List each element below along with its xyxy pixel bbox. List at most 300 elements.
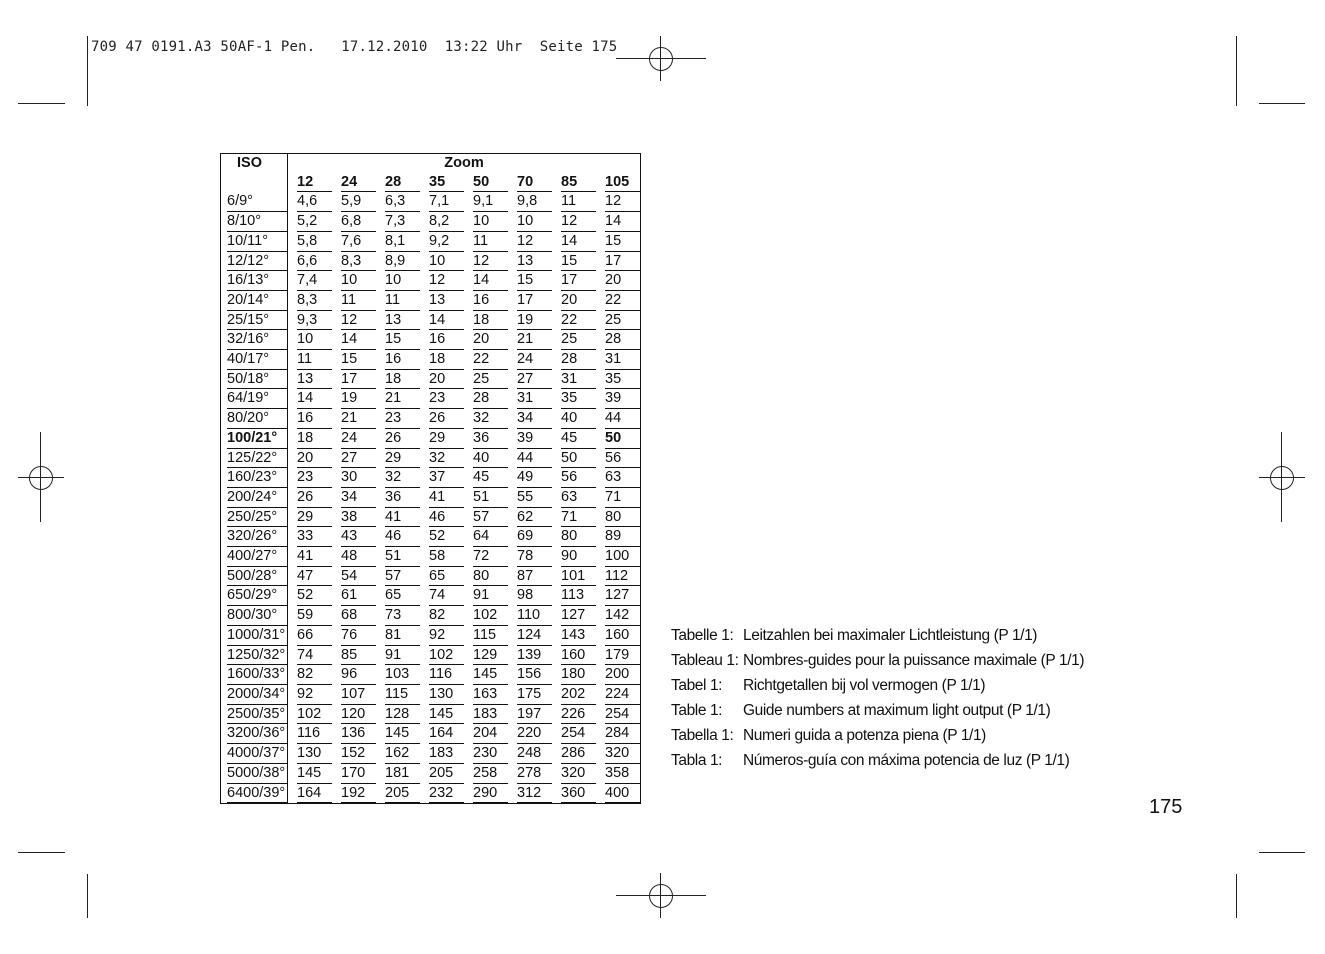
guide-number-value: 46 [385, 527, 420, 547]
guide-number-cell [332, 665, 376, 685]
zoom-value-label: 12 [297, 173, 332, 193]
crop-mark [18, 852, 65, 853]
guide-number-value: 92 [297, 685, 332, 705]
guide-number-cell [332, 646, 376, 666]
guide-number-cell [596, 665, 641, 685]
guide-number-value: 59 [297, 606, 332, 626]
guide-number-value: 80 [561, 527, 596, 547]
guide-number-value: 10 [473, 212, 508, 232]
guide-number-value: 40 [561, 409, 596, 429]
guide-number-value: 15 [561, 252, 596, 272]
guide-number-cell [508, 724, 552, 744]
guide-number-value: 12 [341, 311, 376, 331]
guide-number-value: 26 [297, 488, 332, 508]
guide-number-value: 102 [473, 606, 508, 626]
guide-number-cell [464, 547, 508, 567]
iso-value: 50/18° [227, 370, 287, 390]
guide-number-value: 183 [473, 705, 508, 725]
guide-number-value: 113 [561, 586, 596, 606]
guide-number-value: 89 [605, 527, 640, 547]
guide-number-value: 18 [385, 370, 420, 390]
guide-number-value: 145 [473, 665, 508, 685]
iso-cell [221, 212, 288, 232]
iso-header: ISO [221, 154, 288, 193]
table-row [221, 409, 641, 429]
guide-number-value: 21 [341, 409, 376, 429]
guide-number-cell [552, 232, 596, 252]
guide-number-cell [376, 429, 420, 449]
guide-number-value: 358 [605, 764, 640, 784]
iso-value: 40/17° [227, 350, 287, 370]
guide-number-cell [552, 192, 596, 212]
guide-number-value: 11 [297, 350, 332, 370]
guide-number-value: 61 [341, 586, 376, 606]
table-row [221, 232, 641, 252]
iso-value: 1600/33° [227, 665, 287, 685]
table-row [221, 586, 641, 606]
iso-value: 5000/38° [227, 764, 287, 784]
guide-number-value: 102 [297, 705, 332, 725]
guide-number-value: 27 [517, 370, 552, 390]
guide-number-cell [332, 626, 376, 646]
guide-number-value: 320 [605, 744, 640, 764]
zoom-value-label: 35 [429, 173, 464, 193]
guide-number-cell [596, 350, 641, 370]
guide-number-value: 224 [605, 685, 640, 705]
guide-number-cell [596, 311, 641, 331]
guide-number-cell [376, 192, 420, 212]
guide-number-cell [332, 606, 376, 626]
guide-number-cell [464, 271, 508, 291]
guide-number-cell [508, 370, 552, 390]
guide-number-value: 128 [385, 705, 420, 725]
guide-number-cell [552, 586, 596, 606]
guide-number-cell [420, 271, 464, 291]
guide-number-value: 200 [605, 665, 640, 685]
guide-number-cell [376, 468, 420, 488]
guide-number-value: 220 [517, 724, 552, 744]
guide-number-value: 5,8 [297, 232, 332, 252]
guide-number-value: 17 [341, 370, 376, 390]
guide-number-cell [596, 626, 641, 646]
guide-number-cell [552, 468, 596, 488]
caption-line [671, 698, 1084, 723]
iso-cell [221, 586, 288, 606]
guide-number-value: 11 [561, 192, 596, 212]
guide-number-value: 10 [341, 271, 376, 291]
guide-number-cell [552, 646, 596, 666]
guide-number-value: 80 [473, 567, 508, 587]
guide-number-cell [464, 330, 508, 350]
iso-cell [221, 488, 288, 508]
guide-number-value: 205 [429, 764, 464, 784]
guide-number-value: 7,6 [341, 232, 376, 252]
guide-number-value: 68 [341, 606, 376, 626]
iso-value: 160/23° [227, 468, 287, 488]
guide-number-cell [464, 586, 508, 606]
guide-number-value: 57 [385, 567, 420, 587]
guide-number-cell [464, 409, 508, 429]
iso-cell [221, 271, 288, 291]
table-body [221, 192, 641, 803]
guide-number-cell [596, 685, 641, 705]
guide-number-cell [508, 567, 552, 587]
guide-number-cell [332, 488, 376, 508]
iso-value: 1250/32° [227, 646, 287, 666]
guide-number-cell [288, 389, 333, 409]
iso-cell [221, 508, 288, 528]
guide-number-value: 98 [517, 586, 552, 606]
guide-number-cell [376, 311, 420, 331]
guide-number-value: 24 [341, 429, 376, 449]
guide-number-value: 284 [605, 724, 640, 744]
caption-label: Tabelle 1: [671, 627, 734, 644]
zoom-value-header [288, 173, 333, 193]
guide-number-cell [332, 429, 376, 449]
guide-number-cell [376, 389, 420, 409]
guide-number-value: 41 [429, 488, 464, 508]
guide-number-value: 6,6 [297, 252, 332, 272]
guide-number-cell [376, 685, 420, 705]
guide-number-value: 14 [429, 311, 464, 331]
caption-text: Nombres-guides pour la puissance maximale (P 1/1) [743, 652, 1085, 669]
iso-cell [221, 311, 288, 331]
iso-cell [221, 389, 288, 409]
table-row [221, 567, 641, 587]
guide-number-value: 35 [561, 389, 596, 409]
guide-number-value: 76 [341, 626, 376, 646]
iso-cell [221, 606, 288, 626]
caption-line [671, 648, 1084, 673]
guide-number-cell [552, 744, 596, 764]
table-row [221, 291, 641, 311]
guide-number-value: 12 [429, 271, 464, 291]
guide-number-cell [288, 665, 333, 685]
caption-label: Tabel 1: [671, 677, 723, 694]
guide-number-value: 26 [429, 409, 464, 429]
guide-number-value: 9,8 [517, 192, 552, 212]
guide-number-cell [420, 567, 464, 587]
guide-number-cell [376, 567, 420, 587]
guide-number-cell [464, 646, 508, 666]
table-row [221, 606, 641, 626]
guide-number-value: 160 [605, 626, 640, 646]
guide-number-value: 16 [385, 350, 420, 370]
guide-number-cell [376, 212, 420, 232]
guide-number-value: 13 [517, 252, 552, 272]
guide-number-value: 29 [385, 449, 420, 469]
guide-number-value: 18 [297, 429, 332, 449]
guide-number-value: 170 [341, 764, 376, 784]
guide-number-value: 192 [341, 784, 376, 804]
guide-number-value: 35 [605, 370, 640, 390]
guide-number-value: 43 [341, 527, 376, 547]
guide-number-cell [552, 527, 596, 547]
guide-number-value: 14 [473, 271, 508, 291]
table-row [221, 192, 641, 212]
guide-number-cell [420, 232, 464, 252]
guide-number-cell [508, 409, 552, 429]
guide-number-value: 56 [605, 449, 640, 469]
guide-number-value: 248 [517, 744, 552, 764]
guide-number-cell [288, 192, 333, 212]
zoom-value-header [464, 173, 508, 193]
guide-number-cell [508, 508, 552, 528]
guide-number-value: 7,4 [297, 271, 332, 291]
guide-number-value: 9,2 [429, 232, 464, 252]
guide-number-cell [420, 724, 464, 744]
guide-number-value: 19 [517, 311, 552, 331]
guide-number-cell [376, 665, 420, 685]
guide-number-value: 85 [341, 646, 376, 666]
guide-number-cell [288, 705, 333, 725]
guide-number-cell [552, 429, 596, 449]
guide-number-cell [332, 232, 376, 252]
guide-number-cell [596, 764, 641, 784]
table-row [221, 252, 641, 272]
guide-number-value: 31 [561, 370, 596, 390]
guide-number-cell [552, 330, 596, 350]
guide-number-cell [420, 508, 464, 528]
guide-number-value: 164 [429, 724, 464, 744]
guide-number-value: 49 [517, 468, 552, 488]
guide-number-cell [552, 606, 596, 626]
zoom-value-label: 28 [385, 173, 420, 193]
guide-number-cell [596, 468, 641, 488]
guide-number-value: 26 [385, 429, 420, 449]
guide-number-value: 24 [517, 350, 552, 370]
table-row [221, 488, 641, 508]
iso-value: 6/9° [227, 192, 287, 212]
guide-number-cell [288, 508, 333, 528]
guide-number-cell [508, 685, 552, 705]
guide-number-value: 115 [385, 685, 420, 705]
guide-number-cell [508, 350, 552, 370]
guide-number-cell [332, 508, 376, 528]
caption-label: Tableau 1: [671, 652, 739, 669]
iso-cell [221, 626, 288, 646]
guide-number-cell [420, 606, 464, 626]
guide-number-cell [596, 488, 641, 508]
guide-number-value: 20 [429, 370, 464, 390]
iso-cell [221, 409, 288, 429]
guide-number-cell [552, 705, 596, 725]
guide-number-value: 162 [385, 744, 420, 764]
guide-number-cell [288, 449, 333, 469]
guide-number-value: 28 [605, 330, 640, 350]
guide-number-value: 102 [429, 646, 464, 666]
guide-number-cell [464, 488, 508, 508]
crop-mark [18, 103, 65, 104]
guide-number-cell [332, 449, 376, 469]
guide-number-cell [508, 646, 552, 666]
guide-number-cell [508, 527, 552, 547]
guide-number-value: 320 [561, 764, 596, 784]
caption-label: Table 1: [671, 702, 723, 719]
guide-number-value: 82 [429, 606, 464, 626]
guide-number-value: 37 [429, 468, 464, 488]
guide-number-value: 81 [385, 626, 420, 646]
guide-number-cell [464, 252, 508, 272]
guide-number-value: 33 [297, 527, 332, 547]
guide-number-value: 18 [473, 311, 508, 331]
guide-number-cell [464, 527, 508, 547]
guide-number-cell [596, 449, 641, 469]
guide-number-cell [376, 626, 420, 646]
guide-number-cell [332, 212, 376, 232]
guide-number-cell [288, 626, 333, 646]
guide-number-cell [508, 330, 552, 350]
guide-number-value: 65 [385, 586, 420, 606]
guide-number-cell [508, 705, 552, 725]
guide-number-value: 50 [561, 449, 596, 469]
guide-number-value: 92 [429, 626, 464, 646]
iso-value: 12/12° [227, 252, 287, 272]
iso-cell [221, 547, 288, 567]
guide-number-cell [288, 468, 333, 488]
guide-number-value: 127 [561, 606, 596, 626]
guide-number-value: 45 [561, 429, 596, 449]
guide-number-cell [552, 389, 596, 409]
table-row [221, 784, 641, 804]
table-captions [671, 623, 1084, 773]
guide-number-value: 31 [517, 389, 552, 409]
guide-number-value: 11 [341, 291, 376, 311]
guide-number-value: 16 [429, 330, 464, 350]
guide-number-cell [508, 232, 552, 252]
guide-number-cell [552, 370, 596, 390]
guide-number-cell [376, 586, 420, 606]
guide-number-cell [376, 606, 420, 626]
guide-number-cell [288, 646, 333, 666]
guide-number-cell [552, 784, 596, 804]
guide-number-value: 16 [297, 409, 332, 429]
guide-number-value: 204 [473, 724, 508, 744]
guide-number-value: 145 [429, 705, 464, 725]
guide-number-cell [508, 212, 552, 232]
guide-number-cell [596, 606, 641, 626]
guide-number-value: 145 [297, 764, 332, 784]
guide-number-cell [596, 330, 641, 350]
guide-number-value: 62 [517, 508, 552, 528]
guide-number-value: 202 [561, 685, 596, 705]
table-row [221, 527, 641, 547]
guide-number-cell [332, 468, 376, 488]
guide-number-value: 180 [561, 665, 596, 685]
guide-number-value: 48 [341, 547, 376, 567]
guide-number-cell [596, 784, 641, 804]
guide-number-value: 103 [385, 665, 420, 685]
guide-number-value: 50 [605, 429, 640, 449]
table-row [221, 389, 641, 409]
guide-number-cell [376, 646, 420, 666]
zoom-value-label: 85 [561, 173, 596, 193]
guide-number-value: 175 [517, 685, 552, 705]
guide-number-cell [376, 705, 420, 725]
guide-number-value: 8,3 [297, 291, 332, 311]
guide-number-cell [596, 409, 641, 429]
guide-number-cell [552, 449, 596, 469]
print-slug: 709 47 0191.A3 50AF-1 Pen. 17.12.2010 13:22 Uhr Seite 175 [91, 39, 618, 55]
crop-mark [87, 874, 88, 918]
guide-number-cell [596, 192, 641, 212]
page-number: 175 [1149, 796, 1183, 818]
guide-number-cell [288, 527, 333, 547]
iso-value: 1000/31° [227, 626, 287, 646]
guide-number-cell [508, 547, 552, 567]
guide-number-value: 39 [517, 429, 552, 449]
guide-number-cell [376, 527, 420, 547]
guide-number-cell [464, 192, 508, 212]
guide-number-cell [464, 389, 508, 409]
guide-number-cell [552, 271, 596, 291]
guide-number-cell [420, 429, 464, 449]
guide-number-cell [508, 389, 552, 409]
guide-number-cell [376, 409, 420, 429]
guide-number-value: 8,1 [385, 232, 420, 252]
guide-number-cell [376, 508, 420, 528]
guide-number-value: 28 [561, 350, 596, 370]
guide-number-cell [332, 192, 376, 212]
guide-number-value: 44 [517, 449, 552, 469]
guide-number-value: 10 [429, 252, 464, 272]
guide-number-value: 66 [297, 626, 332, 646]
guide-number-value: 9,1 [473, 192, 508, 212]
guide-number-value: 15 [385, 330, 420, 350]
iso-value: 8/10° [227, 212, 287, 232]
guide-number-cell [552, 724, 596, 744]
guide-number-cell [420, 409, 464, 429]
guide-number-value: 139 [517, 646, 552, 666]
guide-number-cell [464, 724, 508, 744]
guide-number-cell [332, 764, 376, 784]
iso-cell [221, 429, 288, 449]
guide-number-cell [508, 626, 552, 646]
guide-number-value: 34 [517, 409, 552, 429]
guide-number-cell [420, 192, 464, 212]
iso-cell [221, 764, 288, 784]
guide-number-cell [420, 370, 464, 390]
guide-number-value: 152 [341, 744, 376, 764]
guide-number-cell [376, 764, 420, 784]
guide-number-cell [508, 271, 552, 291]
guide-number-value: 56 [561, 468, 596, 488]
guide-number-cell [464, 370, 508, 390]
guide-number-value: 52 [429, 527, 464, 547]
iso-cell [221, 449, 288, 469]
guide-number-cell [552, 409, 596, 429]
guide-number-value: 51 [473, 488, 508, 508]
guide-number-cell [288, 724, 333, 744]
crop-mark [87, 36, 88, 106]
guide-number-cell [596, 567, 641, 587]
guide-number-cell [332, 370, 376, 390]
guide-number-value: 12 [561, 212, 596, 232]
caption-text: Richtgetallen bij vol vermogen (P 1/1) [743, 677, 986, 694]
guide-number-cell [464, 508, 508, 528]
guide-number-value: 23 [385, 409, 420, 429]
guide-number-cell [332, 409, 376, 429]
guide-number-value: 71 [561, 508, 596, 528]
guide-number-cell [288, 586, 333, 606]
guide-number-cell [332, 586, 376, 606]
guide-number-cell [552, 252, 596, 272]
guide-number-cell [508, 744, 552, 764]
guide-number-cell [464, 606, 508, 626]
guide-number-cell [332, 527, 376, 547]
guide-number-cell [596, 705, 641, 725]
guide-number-cell [332, 705, 376, 725]
